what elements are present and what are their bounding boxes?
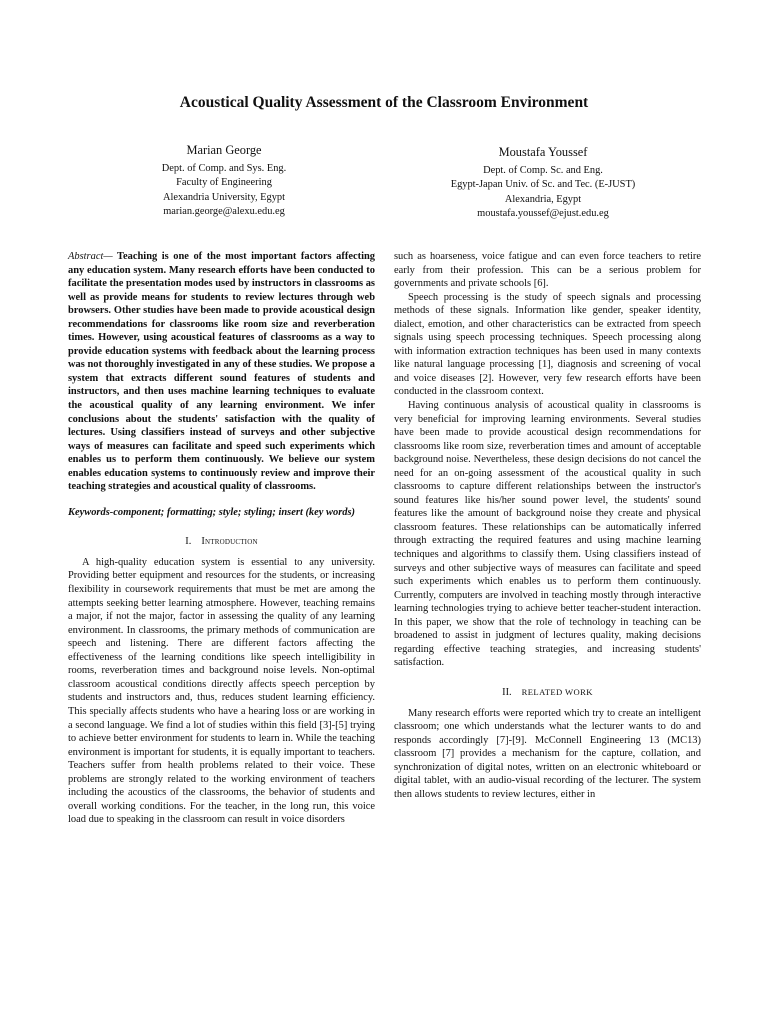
paragraph: Many research efforts were reported which try to create an intelligent classroom; one which understands what the lecturer wants to do and responds accordingly [7]-[9]. McConnell Engineering 13 (MC13) classroom [7] provides a mechanism for the capture, collation, and synchronization of digital notes, written on an electronic whiteboard or digital tablet, with an audio-visual recording of the lecturer. The system then allows students to review lectures, either in	[394, 707, 701, 800]
section-number: I.	[185, 536, 192, 548]
paragraph: A high-quality education system is essential to any university. Providing better equipment and resources for the students, or increasing flexibility in coursework requirements that must be met are among the attempts seeking better learning atmosphere. However, teaching remains a major, if not the major, factor in assessing the quality of any learning environment. In classrooms, the primary methods of communication are speech and listening. There are different factors affecting the effectiveness of the learning conditions like speech intelligibility in rooms, reverberation times and background noise levels. Non-optimal classroom acoustical conditions directly affects speech perception by students and instructors and, thus, reduces student learning efficiency. This specially affects students who have a hearing loss or are working in a second language. We find a lot of studies within this field [3]-[5] trying to achieve better environment for students to learn in. While the teaching environment is important for students, it is equally important to teachers. Teachers suffer from health problems related to their voice. These problems are strongly related to the working environment of teachers including the acoustics of the classrooms, the behavior of students and overall working conditions. For the teacher, in the long run, this voice load due to speaking in the classroom can result in voice disorders	[68, 556, 375, 826]
author-name: Moustafa Youssef	[498, 145, 588, 159]
section-heading-introduction	[68, 535, 375, 549]
author-affiliation-line: Dept. of Comp. Sc. and Eng.	[483, 164, 603, 176]
abstract	[68, 250, 375, 494]
author-affiliation-line: Alexandria University, Egypt	[163, 191, 285, 203]
paragraph: such as hoarseness, voice fatigue and can even force teachers to retire early from their profession. This can be a serious problem for governments and private schools [6].	[394, 251, 701, 290]
paragraph: Speech processing is the study of speech signals and processing methods of these signals. Information like gender, speaker identity, dialect, emotion, and other characteristics can be extracted from speech signals using speech processing techniques. Speech processing along with information extraction techniques has been used in many contexts like natural language processing [1], diagnosis and screening of vocal and voice diseases [2]. However, very few research efforts have been conducted in the classroom context.	[394, 291, 701, 398]
author-name: Marian George	[186, 143, 262, 157]
author-block-1	[104, 143, 344, 220]
author-affiliation-line: Dept. of Comp. and Sys. Eng.	[161, 162, 287, 174]
abstract-text: Teaching is one of the most important factors affecting any education system. Many research efforts have been conducted to facilitate the presentation modes used by instructors in classrooms as well as provide means for students to review lectures through web browsers. Other studies have been made to provide acoustical design recommendations for classrooms like room size and reverberation times. However, using acoustical features of classrooms as a way to provide education systems with feedback about the learning process was not thoroughly investigated in any of these studies. We propose a system that extracts different sound features of students and instructors, and then uses machine learning techniques to evaluate the acoustical quality of any learning environment. We infer conclusions about the students' satisfaction with the quality of lectures. Using classifiers instead of surveys and other subjective ways of measures can facilitate and speed such experiments which enables us to perform them continuously. We believe our system enables education systems to continuously review and improve their teaching strategies and acoustical quality of classrooms.	[68, 251, 375, 493]
author-affiliation-line: Faculty of Engineering	[176, 177, 272, 189]
right-column	[394, 250, 701, 801]
author-email: moustafa.youssef@ejust.edu.eg	[477, 208, 609, 220]
section-heading-related-work	[394, 686, 701, 700]
section-title: RELATED WORK	[521, 686, 593, 697]
left-column	[68, 250, 375, 827]
section-number: II.	[502, 686, 512, 698]
author-block-2	[408, 145, 678, 222]
paper-title: Acoustical Quality Assessment of the Classroom Environment	[179, 94, 589, 111]
author-affiliation-line: Alexandria, Egypt	[504, 193, 582, 205]
author-affiliation-line: Egypt-Japan Univ. of Sc. and Tec. (E-JUST)	[450, 179, 636, 191]
keywords: Keywords-component; formatting; style; styling; insert (key words)	[68, 506, 356, 518]
author-email: marian.george@alexu.edu.eg	[163, 206, 285, 218]
paragraph: Having continuous analysis of acoustical quality in classrooms is very beneficial for improving learning environments. Several studies have been made to provide acoustical design recommendations for classrooms like room size, reverberation times and amount of acceptable background noise. Nevertheless, these design decisions do not cancel the need for an on-going assessment of the acoustical quality in such classrooms to capture different relationships between the instructor's sound features like his/her sound power level, the students' sound features like the amount of background noise they create and physical classroom features. These relationships can be automatically inferred through extracting the required features and using machine learning techniques and algorithms to classify them. Using classifiers instead of surveys and other subjective ways of measures can facilitate and speed such experiments which enables us to perform them continuously. Currently, computers are involved in teaching mostly through interactive learning technologies trying to achieve better teacher-student interaction. In this paper, we show that the role of technology in teaching can be broadened to assist in judgment of lectures quality, making decisions regarding effective teaching strategies, and increasing students' satisfaction.	[394, 400, 701, 669]
section-title: Introduction	[201, 536, 258, 548]
abstract-label: Abstract—	[68, 251, 113, 262]
